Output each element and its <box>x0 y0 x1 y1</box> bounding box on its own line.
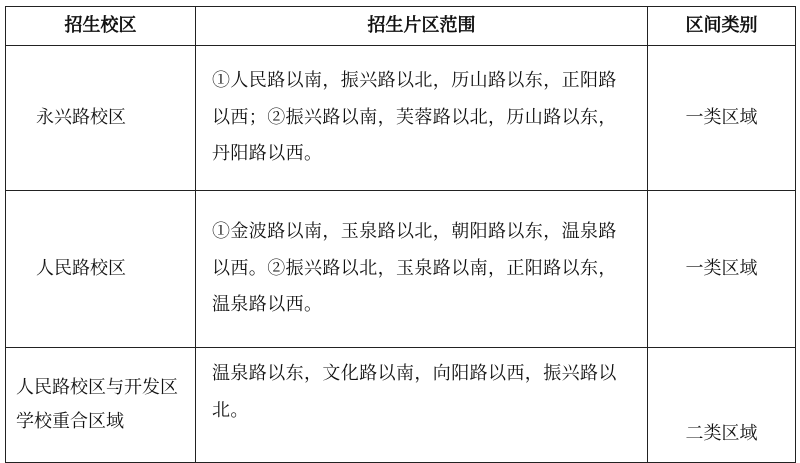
header-zone-category: 区间类别 <box>648 7 796 46</box>
table-header-row <box>6 7 796 46</box>
header-campus: 招生校区 <box>6 7 196 46</box>
campus-cell: 人民路校区与开发区学校重合区域 <box>6 348 196 463</box>
zone-category-cell: 二类区域 <box>648 348 796 463</box>
campus-cell: 人民路校区 <box>6 191 196 348</box>
header-zone-range: 招生片区范围 <box>196 7 648 46</box>
campus-cell: 永兴路校区 <box>6 46 196 191</box>
table-row <box>6 46 796 191</box>
zone-range-cell: ①人民路以南，振兴路以北，历山路以东，正阳路以西；②振兴路以南，芙蓉路以北，历山路以东，丹阳路以西。 <box>196 46 648 191</box>
zone-category-cell: 一类区域 <box>648 46 796 191</box>
zone-range-cell: ①金波路以南，玉泉路以北，朝阳路以东，温泉路以西。②振兴路以北，玉泉路以南，正阳路以东，温泉路以西。 <box>196 191 648 348</box>
admission-zone-table <box>5 6 796 463</box>
zone-category-cell: 一类区域 <box>648 191 796 348</box>
table-row <box>6 191 796 348</box>
zone-range-cell: 温泉路以东，文化路以南，向阳路以西，振兴路以北。 <box>196 348 648 463</box>
table-row <box>6 348 796 463</box>
